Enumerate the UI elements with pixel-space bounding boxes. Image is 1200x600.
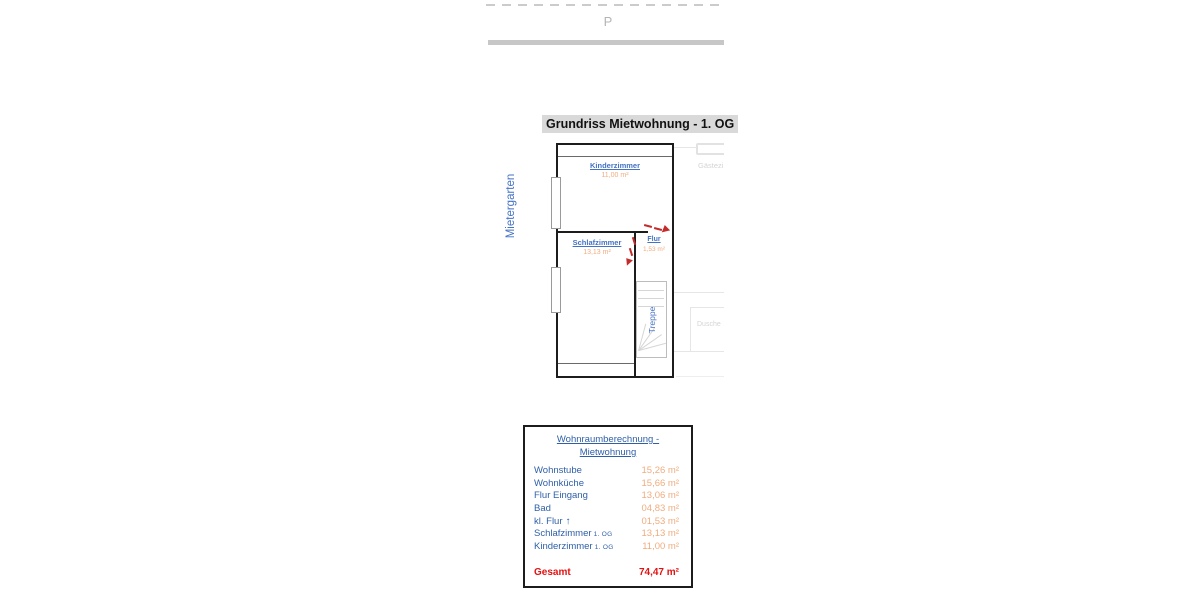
ghost-room-label: Gästezi <box>698 161 724 170</box>
room-area-kinderzimmer: 11,00 m² <box>601 172 629 179</box>
up-arrow-icon: ↑ <box>565 515 571 527</box>
staircase <box>636 281 667 358</box>
room-label-kinderzimmer: Kinderzimmer <box>589 161 640 170</box>
room-area-value: 15,26 m² <box>641 465 679 476</box>
total-row <box>534 567 679 578</box>
floor-suffix: 1. OG <box>591 531 613 539</box>
table-row <box>534 541 679 554</box>
plan-title: Grundriss Mietwohnung - 1. OG <box>542 115 738 133</box>
ghost-wall-line <box>676 376 724 377</box>
ghost-fixture <box>696 143 724 155</box>
floor-suffix: 1. OG <box>592 544 614 552</box>
room-area-schlafzimmer: 13,13 m² <box>583 249 611 256</box>
area-table-title-line2: Mietwohnung <box>579 447 637 458</box>
stair-step <box>638 298 664 299</box>
room-area-value: 04,83 m² <box>641 503 679 515</box>
table-row <box>534 516 679 529</box>
parking-label: P <box>603 14 613 29</box>
ghost-wall-line <box>690 307 691 352</box>
room-area-value: 15,66 m² <box>641 477 679 489</box>
room-label: kl. Flur ↑ <box>534 515 571 527</box>
floor-plan <box>556 143 674 378</box>
table-row <box>534 528 679 541</box>
room-label: Wohnküche <box>534 477 584 489</box>
room-area-value: 13,13 m² <box>641 528 679 540</box>
door-swing-icon <box>654 227 662 231</box>
site-boundary-dashed-line <box>486 4 722 6</box>
total-value: 74,47 m² <box>638 567 679 578</box>
window-schlafzimmer <box>551 267 561 313</box>
table-row <box>534 465 679 478</box>
garden-label: Mietergarten <box>505 173 517 239</box>
room-area-value: 11,00 m² <box>642 541 679 553</box>
room-area-value: 01,53 m² <box>641 515 679 527</box>
table-row <box>534 478 679 491</box>
ghost-wall-line <box>674 147 698 148</box>
stair-step <box>638 290 664 291</box>
area-table-rows <box>534 465 679 554</box>
area-table-title <box>525 433 691 459</box>
room-label: Wohnstube <box>534 465 582 476</box>
room-area-flur: 1,53 m² <box>642 246 666 253</box>
room-area-value: 13,06 m² <box>641 490 679 502</box>
ghost-room-label: Dusche <box>697 321 721 328</box>
ghost-wall-line <box>690 307 724 308</box>
total-label: Gesamt <box>534 567 571 578</box>
area-table <box>523 425 693 588</box>
ghost-wall-line <box>674 351 724 352</box>
stairs-label: Treppe <box>646 306 657 333</box>
street-bar <box>488 40 724 45</box>
room-label-schlafzimmer: Schlafzimmer <box>572 238 622 247</box>
room-label: Bad <box>534 503 551 515</box>
door-swing-arrowhead-icon <box>624 258 633 267</box>
room-label: Kinderzimmer 1. OG <box>534 541 614 553</box>
ghost-wall-line <box>674 292 724 293</box>
bottom-wall-inner-line <box>558 363 634 364</box>
room-label-flur: Flur <box>647 236 661 243</box>
top-wall-inner-line <box>558 156 672 157</box>
table-row <box>534 490 679 503</box>
adjacent-unit-ghost <box>674 140 724 385</box>
room-label: Schlafzimmer 1. OG <box>534 528 613 540</box>
door-swing-arrowhead-icon <box>662 225 671 235</box>
room-label: Flur Eingang <box>534 490 588 502</box>
window-kinderzimmer <box>551 177 561 229</box>
table-row <box>534 503 679 516</box>
area-table-title-line1: Wohnraumberechnung - <box>556 434 660 445</box>
door-swing-icon <box>644 224 652 228</box>
